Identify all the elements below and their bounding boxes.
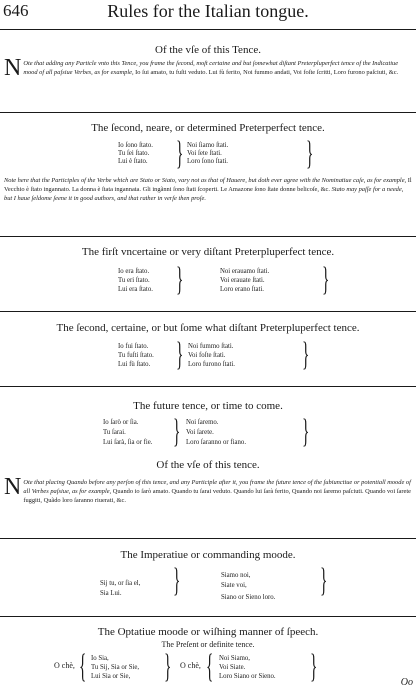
conj-line: Voi foſte ſtati. (188, 352, 226, 359)
conj-line: Loro erano ſtati. (220, 286, 264, 293)
conj-label: O chè, (180, 661, 201, 670)
conj-line: Voi Siate. (219, 664, 246, 671)
brace: } (310, 648, 318, 685)
conj-line: Tu eri ſtato. (118, 277, 150, 284)
catchword: Oo (400, 677, 413, 688)
section-rule (0, 386, 416, 387)
conj-line: Loro furono ſtati. (188, 361, 236, 368)
brace: } (302, 413, 310, 450)
heading-imperative: The Imperatiue or commanding moode. (120, 549, 296, 561)
brace: } (320, 562, 328, 599)
conj-line: Noi ſaremo. (186, 419, 219, 426)
conj-line: Io era ſtato. (118, 268, 150, 275)
conj-line: Tu ſarai. (103, 429, 126, 436)
conj-label: O chè, (54, 661, 75, 670)
brace: } (302, 336, 310, 373)
conj-line: Io ſono ſtato. (118, 142, 153, 149)
conj-line: Io ſarò or ſia. (103, 419, 139, 426)
page-number: 646 (3, 1, 29, 20)
brace: } (176, 336, 184, 373)
heading-second-pluperfect: The ſecond, neare, or determined Preterperfect tence. (91, 122, 325, 134)
section-rule (0, 112, 416, 113)
conj-line: Sia Lui. (100, 590, 122, 597)
conj-line: Lui è ſtato. (118, 158, 148, 165)
conj-line: Voi erauate ſtati. (220, 277, 265, 284)
conj-line: Loro Siano or Sieno. (219, 673, 276, 680)
brace: } (306, 135, 314, 172)
heading-use-of-tense-2: Of the vſe of this tence. (156, 459, 260, 471)
conj-line: Lui Sia or Sie, (91, 673, 131, 680)
brace: } (173, 413, 181, 450)
brace: } (164, 648, 172, 685)
conj-line: Tu Sij, Sia or Sie, (91, 664, 140, 671)
running-title: Rules for the Italian tongue. (107, 1, 309, 21)
brace: } (176, 261, 184, 298)
drop-cap: N (4, 55, 22, 81)
paragraph-participle-note: Note here that the Participles of the Verbe which are Stato or Siato, vary not as that of Hauere, but doth ever agree with the Nominatiue caſe, as for example, Il Vecchio è ſtato ingannato. La donna è ſtata ingannata. Gli ingãnni ſono ſtati ſcoperti. Le Amazone ſono ſtate donne belicoſe, &c. Stato may paſſe for a neede, but I haue ſeldome ſeene it in good authors, and that rather in verſe then proſe. (4, 177, 412, 203)
brace: { (206, 648, 214, 685)
conj-line: Tu fuſti ſtato. (118, 352, 154, 359)
conj-line: Noi fummo ſtati. (188, 343, 234, 350)
conj-line: Loro ſono ſtati. (187, 158, 228, 165)
brace: } (173, 562, 181, 599)
conj-line: Siano or Sieno loro. (221, 594, 276, 601)
heading-second-certain: The ſecond, certaine, or but ſome what diſtant Preterpluperfect tence. (56, 322, 360, 334)
brace: } (176, 135, 184, 172)
paragraph-use-of-tense: N Ote that adding any Particle vnto this Tence, you frame the ſecond, moſt certaine and but ſomewhat diſtant Preterpluperfect tence of the Indicatiue mood of all paſsiue Verbes, as for example, Io ſui amato, tu fuſti veduto. Lui fù ferito, Noi fummo andati, Voi foſte ſcritti, Loro furono paſciuti, &c. (4, 55, 399, 81)
conj-line: Lui era ſtato. (118, 286, 153, 293)
brace: } (322, 261, 330, 298)
conj-line: Loro ſaranno or fiano. (186, 439, 247, 446)
section-rule (0, 538, 416, 539)
conj-line: Siamo noi, (221, 572, 251, 579)
page-header (0, 0, 416, 30)
conj-line: Noi ſiamo ſtati. (187, 142, 229, 149)
conj-line: Noi Siamo, (219, 655, 250, 662)
conj-line: Noi erauamo ſtati. (220, 268, 270, 275)
paragraph-use-of-tense-2: N Ote that placing Quando before any perſon of this tence, and any Participle after it, you frame the future tence of the ſubiunctiue or potentiall moode of all Verbes paſsiue, as for example, Quando io ſarò amato. Quando tu ſarai veduto. Quando lui ſarà ferito, Quando noi ſaremo paſciuti. Quando voi ſarete fuggiti, Quãdo loro ſaranno riuerati, &c. (4, 474, 411, 505)
conj-line: Lui ſarà, ſia or fie. (103, 439, 153, 446)
brace: { (79, 648, 87, 685)
header-rule (0, 29, 416, 30)
heading-first-uncertain: The firſt vncertaine or very diſtant Preterpluperfect tence. (81, 246, 335, 258)
heading-optative: The Optatiue moode or wiſhing manner of ſpeech. (97, 626, 319, 638)
conj-line: Io Sia, (91, 655, 109, 662)
conj-line: Lui fù ſtato. (118, 361, 151, 368)
conj-line: Voi ſete ſtati. (187, 150, 222, 157)
section-rule (0, 616, 416, 617)
section-rule (0, 311, 416, 312)
conj-line: Sij tu, or ſia el, (100, 580, 141, 587)
heading-present-definite: The Preſent or definite tence. (161, 640, 255, 649)
heading-use-of-tense: Of the vſe of this Tence. (155, 44, 261, 56)
heading-future: The future tence, or time to come. (133, 400, 283, 412)
conj-line: Voi ſarete. (186, 429, 214, 436)
conj-line: Siate voi, (221, 582, 247, 589)
section-rule (0, 236, 416, 237)
conj-line: Tu ſei ſtato. (118, 150, 150, 157)
drop-cap: N (4, 474, 22, 500)
conj-line: Io fui ſtato. (118, 343, 149, 350)
